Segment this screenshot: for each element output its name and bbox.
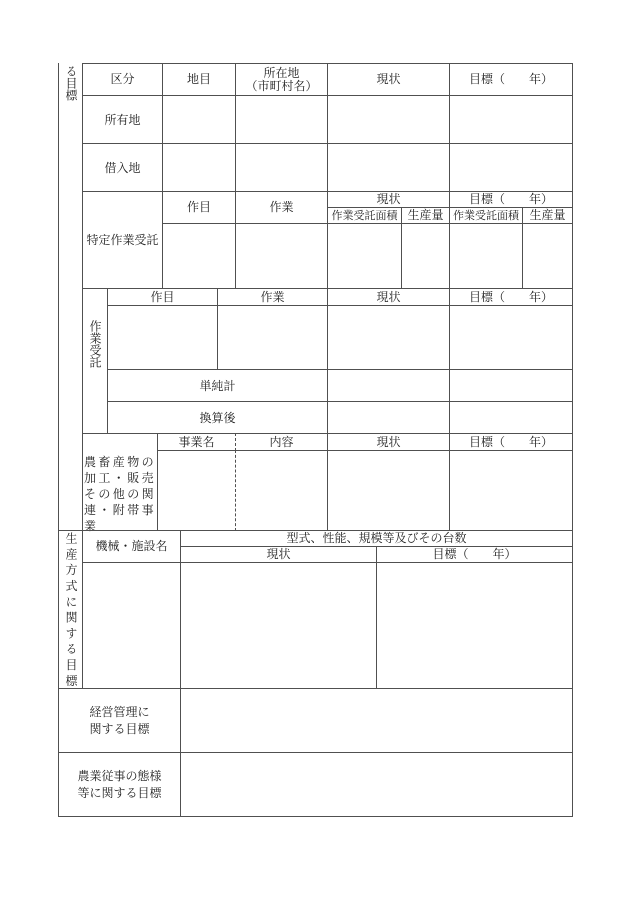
pm-equipment-cell — [82, 562, 181, 689]
rb-header-current: 現状 — [327, 433, 450, 451]
owned-land-type-cell — [162, 95, 236, 144]
header-location-line2: （市町村名） — [245, 78, 318, 93]
header-land-type: 地目 — [162, 63, 236, 96]
scw-header-target: 目標（ 年） — [449, 191, 573, 208]
specific-contract-work-label: 特定作業受託 — [82, 191, 163, 289]
wc-simple-total-target-cell — [449, 369, 573, 402]
pm-header-current: 現状 — [180, 546, 377, 563]
owned-land-location-cell — [235, 95, 328, 144]
rb-header-content: 内容 — [236, 433, 328, 451]
leased-land-location-cell — [235, 143, 328, 192]
scw-header-target-area: 作業受託面積 — [449, 207, 523, 224]
leased-land-target-cell — [449, 143, 573, 192]
scw-current-area-cell — [327, 223, 402, 289]
production-method-side-label: 生産方式に関する目標 — [64, 532, 78, 690]
wc-crop-cell — [107, 305, 218, 370]
pm-header-spec: 型式、性能、規模等及びその台数 — [180, 530, 573, 547]
wc-simple-total-current-cell — [327, 369, 450, 402]
wc-header-current: 現状 — [327, 288, 450, 306]
scw-header-current-area: 作業受託面積 — [327, 207, 402, 224]
wc-header-crop: 作目 — [107, 288, 218, 306]
pm-current-cell — [180, 562, 377, 689]
scw-header-current: 現状 — [327, 191, 450, 208]
row-owned-land-label: 所有地 — [82, 95, 163, 144]
wc-converted-label: 換算後 — [107, 401, 328, 434]
owned-land-current-cell — [327, 95, 450, 144]
wc-target-cell — [449, 305, 573, 370]
outer-left-label: る目標 — [64, 65, 78, 101]
pm-header-target: 目標（ 年） — [376, 546, 573, 563]
row-leased-land-label: 借入地 — [82, 143, 163, 192]
rb-header-business-name: 事業名 — [157, 433, 236, 451]
scw-header-target-output: 生産量 — [522, 207, 573, 224]
leased-land-current-cell — [327, 143, 450, 192]
pm-target-cell — [376, 562, 573, 689]
scw-target-output-cell — [522, 223, 573, 289]
wc-header-target: 目標（ 年） — [449, 288, 573, 306]
scw-crop-cell — [162, 223, 236, 289]
header-location — [235, 63, 328, 96]
pm-header-equipment: 機械・施設名 — [82, 530, 181, 563]
header-category: 区分 — [82, 63, 163, 96]
outer-left-label-cell — [58, 63, 83, 531]
scw-work-cell — [235, 223, 328, 289]
owned-land-target-cell — [449, 95, 573, 144]
related-business-label: 農畜産物の 加工・販売 その他の関 連・附帯事 業 — [84, 455, 157, 533]
header-current: 現状 — [327, 63, 450, 96]
rb-current-cell — [327, 450, 450, 531]
scw-current-output-cell — [401, 223, 450, 289]
labor-content-cell — [180, 752, 573, 817]
leased-land-type-cell — [162, 143, 236, 192]
rb-target-cell — [449, 450, 573, 531]
management-content-cell — [180, 688, 573, 753]
header-location-line1: 所在地 — [263, 65, 300, 80]
management-label: 経営管理に 関する目標 — [58, 688, 181, 753]
rb-content-cell — [236, 450, 328, 531]
scw-header-work: 作業 — [235, 191, 328, 224]
scw-header-crop: 作目 — [162, 191, 236, 224]
wc-converted-target-cell — [449, 401, 573, 434]
scw-header-current-output: 生産量 — [401, 207, 450, 224]
rb-header-target: 目標（ 年） — [449, 433, 573, 451]
wc-header-work: 作業 — [217, 288, 328, 306]
header-target: 目標（ 年） — [449, 63, 573, 96]
wc-work-cell — [217, 305, 328, 370]
rb-business-name-cell — [157, 450, 236, 531]
wc-simple-total-label: 単純計 — [107, 369, 328, 402]
work-contract-side-label: 作業受託 — [88, 320, 102, 368]
scw-target-area-cell — [449, 223, 523, 289]
labor-label: 農業従事の態様 等に関する目標 — [58, 752, 181, 817]
wc-converted-current-cell — [327, 401, 450, 434]
wc-current-cell — [327, 305, 450, 370]
